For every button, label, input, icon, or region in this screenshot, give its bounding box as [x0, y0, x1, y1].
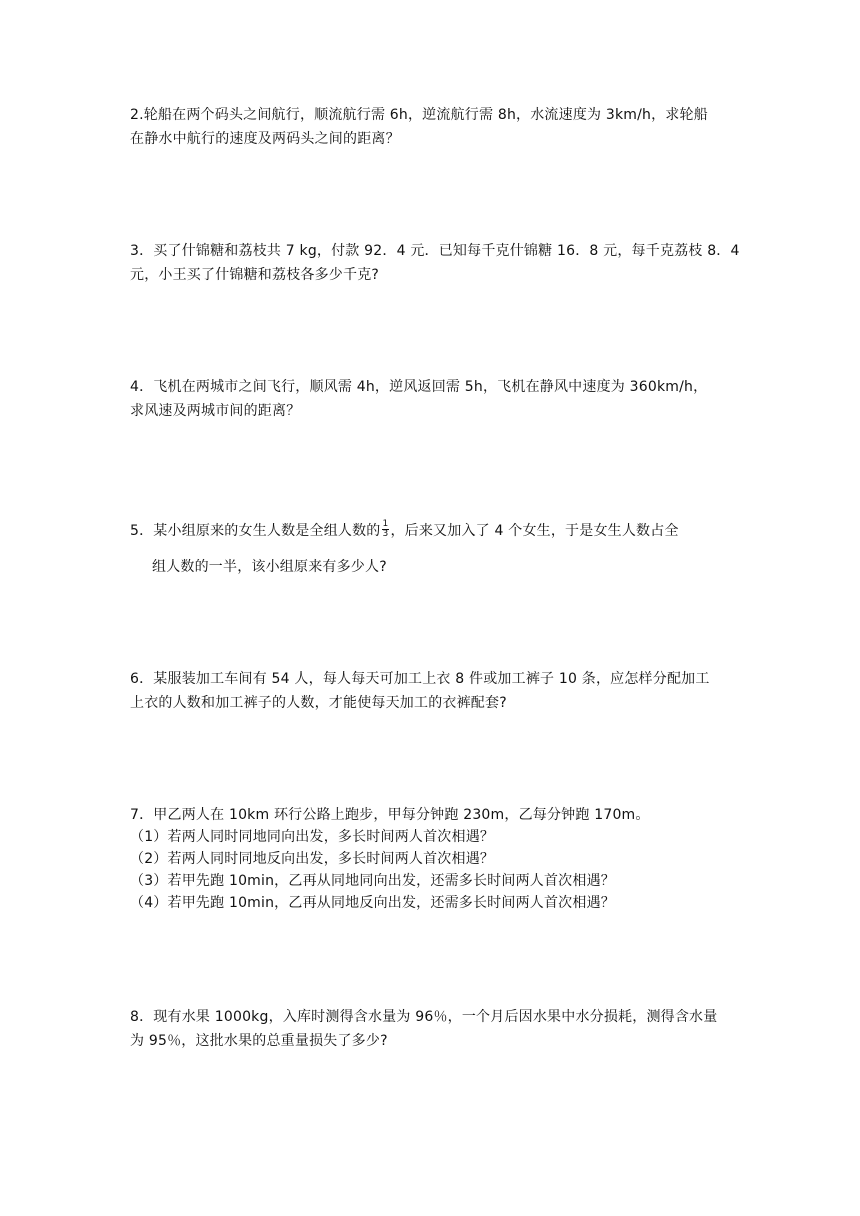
- fraction-one-third: [382, 520, 390, 539]
- problem-6-line-2: 上衣的人数和加工裤子的人数，才能使每天加工的衣裤配套?: [130, 695, 507, 711]
- problem-7-sub-1: （1）若两人同时同地同向出发，多长时间两人首次相遇？: [130, 829, 495, 845]
- problem-3-line-1: 3．买了什锦糖和荔枝共 7 kg，付款 92．4 元．已知每千克什锦糖 16．8 元，每千克荔枝 8．4: [130, 243, 740, 259]
- problem-2-line-1: 2.轮船在两个码头之间航行，顺流航行需 6h，逆流航行需 8h，水流速度为 3km/h，求轮船: [130, 107, 708, 123]
- problem-7-line-1: 7．甲乙两人在 10km 环行公路上跑步，甲每分钟跑 230m，乙每分钟跑 170m。: [130, 807, 650, 823]
- problem-5-text-before: 5．某小组原来的女生人数是全组人数的: [130, 523, 381, 539]
- problem-7-sub-4: （4）若甲先跑 10min，乙再从同地反向出发，还需多长时间两人首次相遇？: [130, 895, 615, 911]
- problem-5-line-1: [130, 520, 679, 542]
- problem-2-line-2: 在静水中航行的速度及两码头之间的距离？: [130, 131, 400, 147]
- problem-7-sub-2: （2）若两人同时同地反向出发，多长时间两人首次相遇？: [130, 851, 495, 867]
- fraction-denominator: 3: [382, 528, 389, 539]
- problem-8-line-2: 为 95％，这批水果的总重量损失了多少?: [130, 1033, 388, 1049]
- fraction-numerator: 1: [382, 518, 389, 529]
- problem-3-line-2: 元，小王买了什锦糖和荔枝各多少千克?: [130, 267, 380, 283]
- problem-5-line-2: 组人数的一半，该小组原来有多少人?: [152, 559, 387, 575]
- problem-4-line-2: 求风速及两城市间的距离？: [130, 403, 301, 419]
- problem-8-line-1: 8．现有水果 1000kg，入库时测得含水量为 96％，一个月后因水果中水分损耗，测得含水量: [130, 1009, 718, 1025]
- problem-4-line-1: 4．飞机在两城市之间飞行，顺风需 4h，逆风返回需 5h，飞机在静风中速度为 360km/h，: [130, 379, 708, 395]
- problem-7-sub-3: （3）若甲先跑 10min，乙再从同地同向出发，还需多长时间两人首次相遇？: [130, 873, 615, 889]
- problem-6-line-1: 6．某服装加工车间有 54 人，每人每天可加工上衣 8 件或加工裤子 10 条，应怎样分配加工: [130, 671, 710, 687]
- problem-5-text-after: ，后来又加入了 4 个女生，于是女生人数占全: [390, 523, 679, 539]
